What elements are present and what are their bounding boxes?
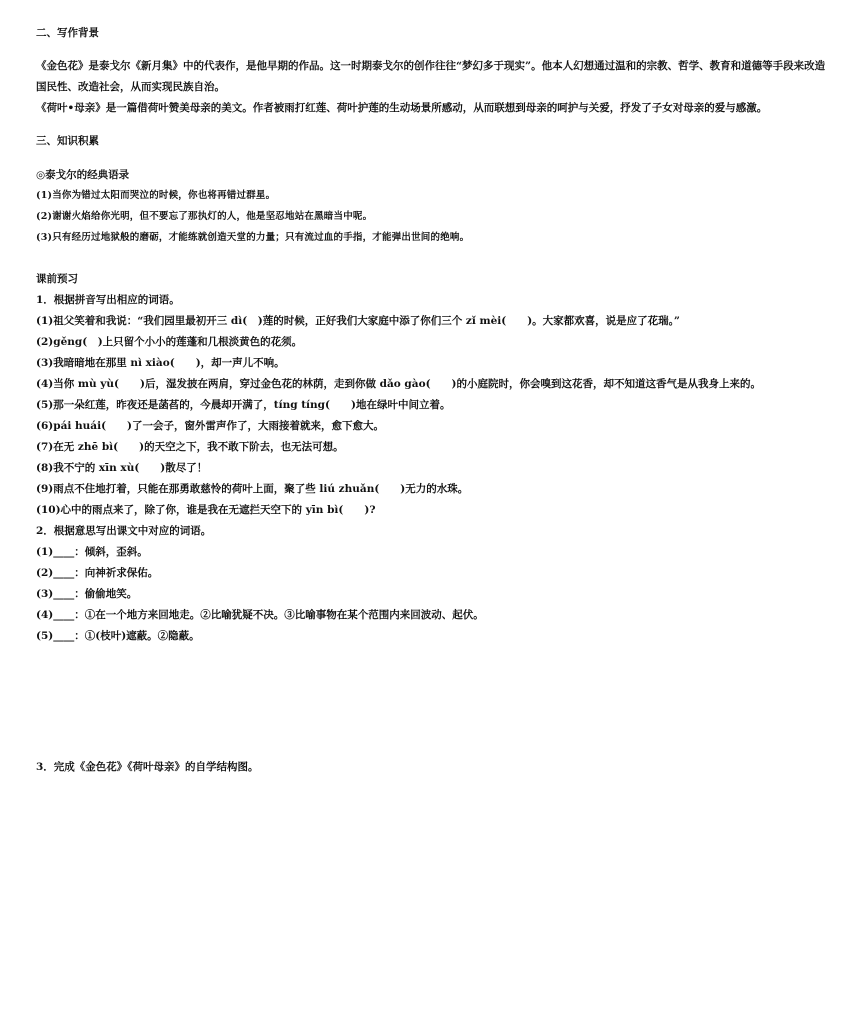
- question-1-item: (4)当你 mù yù( )后，湿发披在两肩，穿过金色花的林荫，走到你做 dǎo gào( )的小庭院时，你会嗅到这花香，却不知道这香气是从我身上来的。: [36, 378, 762, 390]
- question-1-item: (10)心中的雨点来了，除了你，谁是我在无遮拦天空下的 yīn bì( )?: [36, 504, 376, 516]
- background-paragraph-1: 《金色花》是泰戈尔《新月集》中的代表作，是他早期的作品。这一时期泰戈尔的创作往往“梦幻多于现实”。他本人幻想通过温和的宗教、哲学、教育和道德等手段来改造国民性、改造社会，从而实现民族自治。: [36, 60, 826, 93]
- section2-heading: 二、写作背景: [36, 27, 99, 39]
- preview-heading: 课前预习: [36, 273, 78, 285]
- section3-heading: 三、知识积累: [36, 135, 99, 147]
- question-1-item: (1)祖父笑着和我说：“我们园里最初开三 dì( )莲的时候，正好我们大家庭中添了你们三个 zǐ mèi( )。大家都欢喜，说是应了花瑞。”: [36, 315, 680, 327]
- question-2-title: 2．根据意思写出课文中对应的词语。: [36, 525, 212, 537]
- question-1-item: (5)那一朵红莲，昨夜还是菡萏的，今晨却开满了，tíng tíng( )地在绿叶中间立着。: [36, 399, 451, 411]
- quotes-title: ◎泰戈尔的经典语录: [36, 169, 130, 181]
- question-1-title: 1．根据拼音写出相应的词语。: [36, 294, 180, 306]
- question-2-item: (3)____：偷偷地笑。: [36, 588, 138, 600]
- quote-item: (2)谢谢火焰给你光明，但不要忘了那执灯的人，他是坚忍地站在黑暗当中呢。: [36, 211, 373, 222]
- question-1-item: (6)pái huái( )了一会子，窗外雷声作了，大雨接着就来，愈下愈大。: [36, 420, 385, 432]
- question-2-item: (5)____：①(枝叶)遮蔽。②隐蔽。: [36, 630, 200, 642]
- question-1-item: (7)在无 zhē bì( )的天空之下，我不敢下阶去，也无法可想。: [36, 441, 344, 453]
- question-1-item: (8)我不宁的 xīn xù( )散尽了！: [36, 462, 208, 474]
- question-3-title: 3．完成《金色花》《荷叶母亲》的自学结构图。: [36, 761, 259, 773]
- quote-item: (3)只有经历过地狱般的磨砺，才能练就创造天堂的力量；只有流过血的手指，才能弹出世间的绝响。: [36, 232, 470, 243]
- quote-item: (1)当你为错过太阳而哭泣的时候，你也将再错过群星。: [36, 190, 276, 201]
- question-1-item: (2)gěng( )上只留个小小的莲蓬和几根淡黄色的花须。: [36, 336, 303, 348]
- question-1-item: (3)我暗暗地在那里 nì xiào( )，却一声儿不响。: [36, 357, 285, 369]
- question-2-item: (4)____：①在一个地方来回地走。②比喻犹疑不决。③比喻事物在某个范围内来回波动、起伏。: [36, 609, 484, 621]
- question-2-item: (1)____：倾斜，歪斜。: [36, 546, 148, 558]
- question-2-item: (2)____：向神祈求保佑。: [36, 567, 159, 579]
- question-1-item: (9)雨点不住地打着，只能在那勇敢慈怜的荷叶上面，聚了些 liú zhuǎn( )无力的水珠。: [36, 483, 469, 495]
- background-paragraph-2: 《荷叶•母亲》是一篇借荷叶赞美母亲的美文。作者被雨打红莲、荷叶护莲的生动场景所感动，从而联想到母亲的呵护与关爱，抒发了子女对母亲的爱与感激。: [36, 102, 768, 114]
